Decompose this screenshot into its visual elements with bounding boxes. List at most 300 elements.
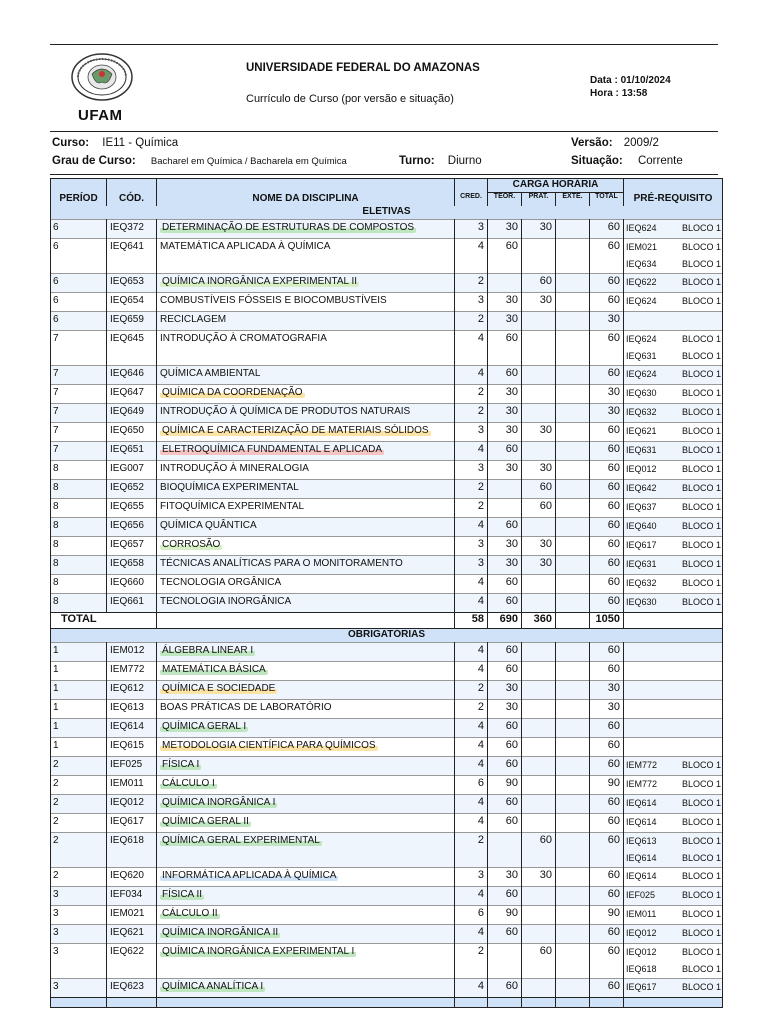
teor-cell	[488, 366, 522, 385]
table-row	[51, 556, 723, 575]
disciplina-cell	[157, 700, 455, 719]
teor-cell	[488, 312, 522, 331]
pre-requisito-item	[626, 814, 722, 831]
periodo-cell	[51, 643, 107, 662]
report-subtitle: Currículo de Curso (por versão e situação)	[246, 93, 454, 105]
pre-requisito-bloco: BLOCO 1	[681, 798, 721, 808]
teor-cell	[488, 795, 522, 814]
pre-requisito-bloco: BLOCO 1	[681, 779, 721, 789]
disciplina-highlight: MATEMÁTICA BÁSICA	[162, 664, 266, 675]
periodo-cell-text: 3	[53, 889, 59, 900]
codigo-cell	[107, 312, 157, 331]
teor-cell	[488, 594, 522, 613]
periodo-cell	[51, 662, 107, 681]
teor-cell-text: 60	[505, 367, 518, 379]
pre-requisito-code: IEQ632	[626, 578, 657, 588]
codigo-cell-text: IEQ617	[110, 816, 144, 827]
pre-requisito-code: IEF025	[626, 890, 656, 900]
disciplina-cell-text: TECNOLOGIA ORGÂNICA	[160, 577, 282, 588]
pre-requisito-code: IEQ621	[626, 426, 657, 436]
periodo-cell	[51, 575, 107, 594]
disciplina-highlight: QUÍMICA DA COORDENAÇÃO	[162, 387, 303, 398]
pre-requisito-code: IEQ624	[626, 369, 657, 379]
pre-requisito-cell	[624, 556, 723, 575]
pre-requisito-code: IEQ622	[626, 277, 657, 287]
exte-cell-text	[556, 220, 586, 238]
disciplina-cell	[157, 594, 455, 613]
pre-requisito-item	[626, 833, 722, 850]
codigo-cell	[107, 499, 157, 518]
disciplina-cell-text: RECICLAGEM	[160, 314, 227, 325]
section-title-eletivas: ELETIVAS	[51, 206, 723, 220]
prat-cell	[522, 366, 556, 385]
prat-cell	[522, 925, 556, 944]
cred-cell	[455, 404, 488, 423]
pre-requisito-bloco: BLOCO 1	[681, 890, 721, 900]
disciplina-cell	[157, 423, 455, 442]
pre-requisito-item	[626, 887, 722, 904]
codigo-cell	[107, 385, 157, 404]
disciplina-cell-text: TÉCNICAS ANALÍTICAS PARA O MONITORAMENTO	[160, 558, 403, 569]
periodo-cell	[51, 979, 107, 998]
table-row	[51, 868, 723, 887]
periodo-cell	[51, 594, 107, 613]
pre-requisito-code: IEM772	[626, 760, 658, 770]
pre-requisito-code: IEQ631	[626, 445, 657, 455]
disciplina-cell-text	[160, 868, 454, 886]
prat-cell	[522, 979, 556, 998]
table-row	[51, 944, 723, 979]
periodo-cell-text: 7	[53, 425, 59, 436]
teor-cell-text: 30	[505, 424, 518, 436]
pre-requisito-cell	[624, 537, 723, 556]
prat-cell	[522, 814, 556, 833]
table-row	[51, 979, 723, 998]
cred-cell-text: 4	[477, 576, 484, 588]
disciplina-highlight: CÁLCULO II	[162, 908, 218, 919]
periodo-cell-text: 1	[53, 683, 59, 694]
pre-requisito-cell	[624, 442, 723, 461]
prat-cell	[522, 556, 556, 575]
total-cell	[590, 738, 624, 757]
teor-cell	[488, 293, 522, 312]
codigo-cell	[107, 906, 157, 925]
disciplina-cell	[157, 537, 455, 556]
table-row	[51, 442, 723, 461]
pre-requisito-bloco: BLOCO 1	[681, 445, 721, 455]
pre-requisito-item	[626, 594, 722, 611]
pre-requisito-bloco: BLOCO 1	[681, 277, 721, 287]
exte-cell-text	[556, 461, 586, 479]
pre-requisito-cell	[624, 719, 723, 738]
pre-requisito-code: IEQ618	[626, 964, 657, 974]
cred-cell-text: 3	[477, 462, 484, 474]
table-row	[51, 594, 723, 613]
prat-cell	[522, 331, 556, 366]
teor-cell-text: 90	[505, 907, 518, 919]
teor-cell-text: 60	[505, 443, 518, 455]
teor-cell	[488, 461, 522, 480]
cred-cell-text: 3	[477, 424, 484, 436]
grau-value: Bacharel em Química / Bacharela em Química	[150, 156, 347, 167]
exte-cell	[556, 833, 590, 868]
table-row	[51, 220, 723, 239]
disciplina-highlight: CÁLCULO I	[162, 778, 215, 789]
prat-cell	[522, 776, 556, 795]
exte-cell	[556, 461, 590, 480]
table-row	[51, 662, 723, 681]
pre-requisito-bloco: BLOCO 1	[681, 223, 721, 233]
total-cell-text: 60	[607, 557, 620, 569]
periodo-cell-text: 7	[53, 444, 59, 455]
teor-cell	[488, 220, 522, 239]
prat-cell-text	[522, 575, 552, 593]
codigo-cell-text: IEQ649	[110, 406, 144, 417]
cred-cell	[455, 944, 488, 979]
codigo-cell	[107, 925, 157, 944]
exte-cell-text	[556, 757, 586, 775]
teor-cell-text	[488, 833, 518, 851]
table-row	[51, 274, 723, 293]
exte-cell-text	[556, 366, 586, 384]
total-cell-text: 30	[607, 386, 620, 398]
disciplina-cell-text	[160, 906, 454, 924]
pre-requisito-item	[626, 961, 722, 978]
pre-requisito-bloco: BLOCO 1	[681, 407, 721, 417]
table-row	[51, 239, 723, 274]
teor-cell	[488, 887, 522, 906]
cred-cell-text: 2	[477, 313, 484, 325]
periodo-cell	[51, 442, 107, 461]
exte-cell	[556, 331, 590, 366]
periodo-cell	[51, 887, 107, 906]
codigo-cell-text: IEQ657	[110, 539, 144, 550]
disciplina-highlight: DETERMINAÇÃO DE ESTRUTURAS DE COMPOSTOS	[162, 222, 415, 233]
pre-requisito-cell	[624, 293, 723, 312]
prat-cell-text	[522, 385, 552, 403]
prat-cell	[522, 537, 556, 556]
pre-requisito-cell	[624, 404, 723, 423]
total-cell-text: 60	[607, 815, 620, 827]
periodo-cell-text: 3	[53, 981, 59, 992]
prat-cell	[522, 293, 556, 312]
prat-cell	[522, 700, 556, 719]
prat-cell	[522, 868, 556, 887]
table-row	[51, 681, 723, 700]
total-cell-text: 30	[607, 682, 620, 694]
cred-cell	[455, 518, 488, 537]
periodo-cell-text: 1	[53, 664, 59, 675]
col-teor: TEOR.	[488, 193, 522, 207]
pre-requisito-code: IEM772	[626, 779, 658, 789]
exte-cell	[556, 575, 590, 594]
total-cell	[590, 719, 624, 738]
cred-cell	[455, 423, 488, 442]
prat-cell-text	[522, 442, 552, 460]
disciplina-cell-text	[160, 220, 454, 238]
total-cell-text: 60	[607, 462, 620, 474]
pre-requisito-bloco: BLOCO 1	[681, 483, 721, 493]
periodo-cell	[51, 906, 107, 925]
teor-cell-text	[488, 480, 518, 498]
pre-requisito-cell	[624, 643, 723, 662]
total-cell	[590, 220, 624, 239]
disciplina-cell-text: FITOQUÍMICA EXPERIMENTAL	[160, 501, 305, 512]
periodo-cell-text: 7	[53, 368, 59, 379]
periodo-cell	[51, 331, 107, 366]
prat-cell-text: 60	[539, 275, 552, 287]
pre-requisito-item	[626, 480, 722, 497]
pre-requisito-item	[626, 944, 722, 961]
disciplina-cell-text: COMBUSTÍVEIS FÓSSEIS E BIOCOMBUSTÍVEIS	[160, 295, 387, 306]
disciplina-cell-text	[160, 979, 454, 997]
prat-cell-text	[522, 643, 552, 661]
prat-cell-text: 60	[539, 834, 552, 846]
periodo-cell	[51, 776, 107, 795]
cred-cell	[455, 537, 488, 556]
disciplina-cell	[157, 979, 455, 998]
disciplina-cell-text	[160, 944, 454, 962]
prat-cell-text	[522, 518, 552, 536]
disciplina-cell-text	[160, 757, 454, 775]
disciplina-cell	[157, 662, 455, 681]
codigo-cell-text: IEQ646	[110, 368, 144, 379]
pre-requisito-bloco: BLOCO 1	[681, 540, 721, 550]
pre-requisito-code: IEQ614	[626, 871, 657, 881]
date-label: Data :	[590, 75, 618, 86]
periodo-cell	[51, 757, 107, 776]
total-cell	[590, 944, 624, 979]
disciplina-cell	[157, 719, 455, 738]
table-row	[51, 814, 723, 833]
col-cred: CRÉD.	[455, 193, 488, 207]
cred-cell	[455, 556, 488, 575]
total-cell-text: 60	[607, 240, 620, 252]
periodo-cell-text: 7	[53, 387, 59, 398]
table-row	[51, 499, 723, 518]
curso-label: Curso:	[52, 137, 90, 149]
periodo-cell	[51, 681, 107, 700]
exte-cell-text	[556, 662, 586, 680]
periodo-cell	[51, 366, 107, 385]
disciplina-cell	[157, 776, 455, 795]
codigo-cell	[107, 979, 157, 998]
grau-line	[52, 155, 347, 167]
teor-cell	[488, 944, 522, 979]
table-row	[51, 537, 723, 556]
pre-requisito-cell	[624, 814, 723, 833]
cred-cell	[455, 925, 488, 944]
codigo-cell	[107, 776, 157, 795]
pre-requisito-item	[626, 348, 722, 365]
periodo-cell-text: 2	[53, 835, 59, 846]
codigo-cell-text: IEQ661	[110, 596, 144, 607]
codigo-cell	[107, 220, 157, 239]
codigo-cell	[107, 518, 157, 537]
pre-requisito-item	[626, 757, 722, 774]
disciplina-highlight: QUÍMICA E CARACTERIZAÇÃO DE MATERIAIS SÓLIDOS	[162, 425, 429, 436]
prat-cell	[522, 906, 556, 925]
table-row	[51, 719, 723, 738]
disciplina-highlight: ELETROQUÍMICA FUNDAMENTAL E APLICADA	[162, 444, 383, 455]
pre-requisito-item	[626, 499, 722, 516]
total-cell-text: 90	[607, 907, 620, 919]
prat-cell-text	[522, 776, 552, 794]
pre-requisito-cell	[624, 239, 723, 274]
disciplina-cell	[157, 518, 455, 537]
pre-requisito-bloco: BLOCO 1	[681, 296, 721, 306]
prat-cell	[522, 887, 556, 906]
pre-requisito-code: IEQ012	[626, 947, 657, 957]
pre-requisito-bloco: BLOCO 1	[681, 982, 721, 992]
pre-requisito-cell	[624, 681, 723, 700]
disciplina-cell	[157, 887, 455, 906]
disciplina-highlight: QUÍMICA INORGÂNICA EXPERIMENTAL II	[162, 276, 358, 287]
pre-requisito-item	[626, 518, 722, 535]
table-row	[51, 757, 723, 776]
teor-cell	[488, 833, 522, 868]
prat-cell-text	[522, 331, 552, 349]
codigo-cell	[107, 537, 157, 556]
total-cell-text: 60	[607, 275, 620, 287]
disciplina-cell-text: QUÍMICA QUÂNTICA	[160, 520, 257, 531]
pre-requisito-item	[626, 220, 722, 237]
pre-requisito-bloco: BLOCO 1	[681, 334, 721, 344]
prat-cell-text	[522, 681, 552, 699]
total-cell-text: 60	[607, 294, 620, 306]
prat-cell-text	[522, 887, 552, 905]
periodo-cell	[51, 461, 107, 480]
total-cell	[590, 776, 624, 795]
periodo-cell-text: 1	[53, 740, 59, 751]
codigo-cell	[107, 423, 157, 442]
teor-cell	[488, 906, 522, 925]
disciplina-cell-text: INTRODUÇÃO À CROMATOGRAFIA	[160, 333, 327, 344]
pre-requisito-cell	[624, 461, 723, 480]
total-cell	[590, 499, 624, 518]
total-cred: 58	[455, 613, 488, 629]
teor-cell-text: 60	[505, 663, 518, 675]
table-row	[51, 887, 723, 906]
periodo-cell	[51, 814, 107, 833]
cred-cell-text: 2	[477, 275, 484, 287]
codigo-cell-text: IEF025	[110, 759, 143, 770]
periodo-cell	[51, 868, 107, 887]
prat-cell-text	[522, 738, 552, 756]
disciplina-cell	[157, 575, 455, 594]
periodo-cell-text: 6	[53, 222, 59, 233]
exte-cell-text	[556, 293, 586, 311]
pre-requisito-cell	[624, 575, 723, 594]
disciplina-cell-text: BIOQUÍMICA EXPERIMENTAL	[160, 482, 299, 493]
codigo-cell	[107, 814, 157, 833]
pre-requisito-cell	[624, 925, 723, 944]
periodo-cell-text: 7	[53, 406, 59, 417]
cred-cell	[455, 662, 488, 681]
prat-cell	[522, 944, 556, 979]
prat-cell-text	[522, 366, 552, 384]
teor-cell	[488, 979, 522, 998]
cred-cell-text: 3	[477, 294, 484, 306]
codigo-cell-text: IEQ651	[110, 444, 144, 455]
pre-requisito-item	[626, 925, 722, 942]
exte-cell-text	[556, 944, 586, 962]
prat-cell	[522, 594, 556, 613]
exte-cell-text	[556, 833, 586, 851]
periodo-cell	[51, 423, 107, 442]
teor-cell-text: 90	[505, 777, 518, 789]
codigo-cell-text: IEQ647	[110, 387, 144, 398]
col-carga-horaria: CARGA HORÁRIA	[488, 179, 624, 193]
periodo-cell-text: 3	[53, 946, 59, 957]
teor-cell-text: 30	[505, 538, 518, 550]
pre-requisito-code: IEQ630	[626, 388, 657, 398]
disciplina-cell-text	[160, 887, 454, 905]
periodo-cell-text: 3	[53, 927, 59, 938]
pre-requisito-bloco: BLOCO 1	[681, 464, 721, 474]
pre-requisito-code: IEQ642	[626, 483, 657, 493]
exte-cell	[556, 480, 590, 499]
disciplina-cell	[157, 738, 455, 757]
exte-cell-text	[556, 868, 586, 886]
prat-cell	[522, 385, 556, 404]
teor-cell-text: 60	[505, 644, 518, 656]
exte-cell	[556, 925, 590, 944]
teor-cell-text	[488, 499, 518, 517]
logo-text: UFAM	[78, 107, 123, 124]
codigo-cell	[107, 681, 157, 700]
pre-requisito-bloco: BLOCO 1	[681, 909, 721, 919]
pre-requisito-code: IEQ632	[626, 407, 657, 417]
teor-cell-text	[488, 944, 518, 962]
prat-cell	[522, 220, 556, 239]
situacao-label: Situação:	[571, 155, 623, 167]
exte-cell	[556, 423, 590, 442]
total-cell	[590, 442, 624, 461]
date-value: 01/10/2024	[620, 75, 671, 86]
total-cell	[590, 925, 624, 944]
exte-cell-text	[556, 887, 586, 905]
exte-cell	[556, 385, 590, 404]
codigo-cell	[107, 795, 157, 814]
disciplina-cell	[157, 366, 455, 385]
disciplina-cell-text	[160, 442, 454, 460]
prat-cell-text	[522, 662, 552, 680]
total-cell-text: 60	[607, 221, 620, 233]
time-label: Hora :	[590, 88, 619, 99]
codigo-cell-text: IEQ623	[110, 981, 144, 992]
prat-cell-text	[522, 795, 552, 813]
exte-cell-text	[556, 404, 586, 422]
disciplina-cell-text	[160, 681, 454, 699]
header-rule	[50, 131, 718, 132]
codigo-cell	[107, 556, 157, 575]
teor-cell-text	[488, 274, 518, 292]
cred-cell	[455, 331, 488, 366]
cred-cell-text: 6	[477, 907, 484, 919]
cred-cell	[455, 293, 488, 312]
codigo-cell-text: IEQ655	[110, 501, 144, 512]
cred-cell	[455, 594, 488, 613]
cred-cell-text: 2	[477, 405, 484, 417]
periodo-cell	[51, 537, 107, 556]
disciplina-cell-text	[160, 776, 454, 794]
table-row	[51, 366, 723, 385]
codigo-cell	[107, 700, 157, 719]
pre-requisito-bloco: BLOCO 1	[681, 871, 721, 881]
periodo-cell	[51, 239, 107, 274]
versao-value: 2009/2	[623, 137, 659, 149]
